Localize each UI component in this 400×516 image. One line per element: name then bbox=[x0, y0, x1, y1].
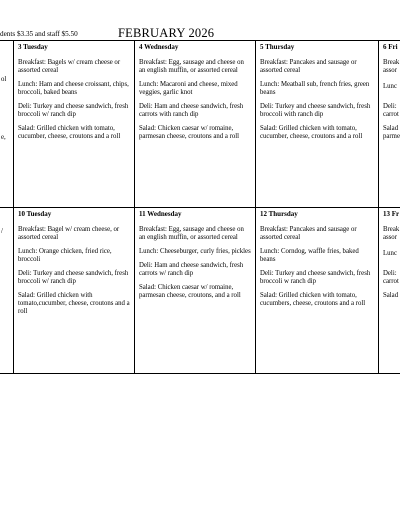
deli-item: Deli: Ham and cheese sandwich, fresh carrots with ranch dip bbox=[139, 103, 244, 118]
salad-item: Salad: Chicken caesar w/ romaine, parmesan cheese, croutons and a roll bbox=[139, 125, 240, 140]
breakfast-item: Breakfast: Bagel w/ cream cheese, or assorted cereal bbox=[18, 226, 120, 241]
day-cell-feb-10 bbox=[13, 207, 134, 373]
deli-item-cont: carrot bbox=[383, 278, 399, 285]
day-date: 12 Thursday bbox=[260, 210, 298, 218]
day-cell-feb-13-partial bbox=[378, 207, 400, 373]
deli-item: Deli: bbox=[383, 270, 397, 277]
day-cell-feb-5 bbox=[255, 40, 378, 207]
salad-item: Salad bbox=[383, 292, 399, 299]
deli-item: Deli: Ham and cheese sandwich, fresh carrots w/ ranch dip bbox=[139, 262, 244, 277]
breakfast-item: Breakfast: Pancakes and sausage or assorted cereal bbox=[260, 59, 357, 74]
deli-item: Deli: Turkey and cheese sandwich, fresh broccoli w/ ranch dip bbox=[18, 103, 129, 118]
day-date: 4 Wednesday bbox=[139, 43, 179, 51]
breakfast-item: Breakfast: Pancakes and sausage or assorted cereal bbox=[260, 226, 357, 241]
lunch-item: Lunch: Cheeseburger, curly fries, pickles bbox=[139, 248, 251, 255]
deli-item: Deli: bbox=[383, 103, 397, 110]
day-date: 5 Thursday bbox=[260, 43, 295, 51]
salad-item-cont: parme bbox=[383, 133, 400, 140]
breakfast-item: Breakfast: Egg, sausage and cheese on an english muffin, or assorted cereal bbox=[139, 59, 244, 74]
day-date: 3 Tuesday bbox=[18, 43, 48, 51]
salad-item: Salad: Grilled chicken with tomato, cucumber, cheese, croutons and a roll bbox=[18, 125, 121, 140]
lunch-item: Lunch: Corndog, waffle fries, baked beans bbox=[260, 248, 359, 263]
salad-item: Salad: Grilled chicken with tomato, cucumbers, cheese, croutons and a roll bbox=[260, 292, 366, 307]
salad-item: Salad: Grilled chicken with tomato, cucumber, cheese, croutons and a roll bbox=[260, 125, 363, 140]
lunch-item: Lunch: Orange chicken, fried rice, broccoli bbox=[18, 248, 112, 263]
deli-item: Deli: Turkey and cheese sandwich, fresh broccoli with ranch dip bbox=[260, 103, 371, 118]
left-partial-cell-week1: ol e, bbox=[0, 40, 13, 207]
price-note: dents $3.35 and staff $5.50 bbox=[0, 30, 78, 38]
calendar-grid bbox=[0, 40, 400, 374]
breakfast-item-cont: assor bbox=[383, 67, 397, 74]
lunch-item: Lunc bbox=[383, 250, 397, 257]
salad-item: Salad bbox=[383, 125, 399, 132]
day-cell-feb-3 bbox=[13, 40, 134, 207]
salad-item: Salad: Grilled chicken with tomato,cucumber, cheese, croutons and a roll bbox=[18, 292, 130, 315]
day-date: 10 Tuesday bbox=[18, 210, 52, 218]
breakfast-item: Break bbox=[383, 59, 400, 66]
day-date: 11 Wednesday bbox=[139, 210, 182, 218]
deli-item: Deli: Turkey and cheese sandwich, fresh broccoli w ranch dip bbox=[260, 270, 371, 285]
deli-item-cont: carrot bbox=[383, 111, 399, 118]
lunch-item: Lunch: Macaroni and cheese, mixed veggies, garlic knot bbox=[139, 81, 238, 96]
left-partial-cell-week2: / bbox=[0, 207, 13, 373]
day-cell-feb-11 bbox=[134, 207, 255, 373]
breakfast-item: Breakfast: Bagels w/ cream cheese or assorted cereal bbox=[18, 59, 121, 74]
month-title: FEBRUARY 2026 bbox=[118, 26, 215, 40]
breakfast-item: Breakfast: Egg, sausage and cheese on an english muffin, or assorted cereal bbox=[139, 226, 244, 241]
lunch-item: Lunc bbox=[383, 83, 397, 90]
day-date: 6 Fri bbox=[383, 43, 398, 51]
day-cell-feb-6-partial bbox=[378, 40, 400, 207]
breakfast-item: Break bbox=[383, 226, 400, 233]
breakfast-item-cont: assor bbox=[383, 234, 397, 241]
lunch-item: Lunch: Meatball sub, french fries, green beans bbox=[260, 81, 370, 96]
day-date: 13 Fr bbox=[383, 210, 400, 218]
salad-item: Salad: Chicken caesar w/ romaine, parmesan cheese, croutons, and a roll bbox=[139, 284, 241, 299]
lunch-item: Lunch: Ham and cheese croissant, chips, broccoli, baked beans bbox=[18, 81, 129, 96]
day-cell-feb-4 bbox=[134, 40, 255, 207]
day-cell-feb-12 bbox=[255, 207, 378, 373]
deli-item: Deli: Turkey and cheese sandwich, fresh broccoli w/ ranch dip bbox=[18, 270, 129, 285]
